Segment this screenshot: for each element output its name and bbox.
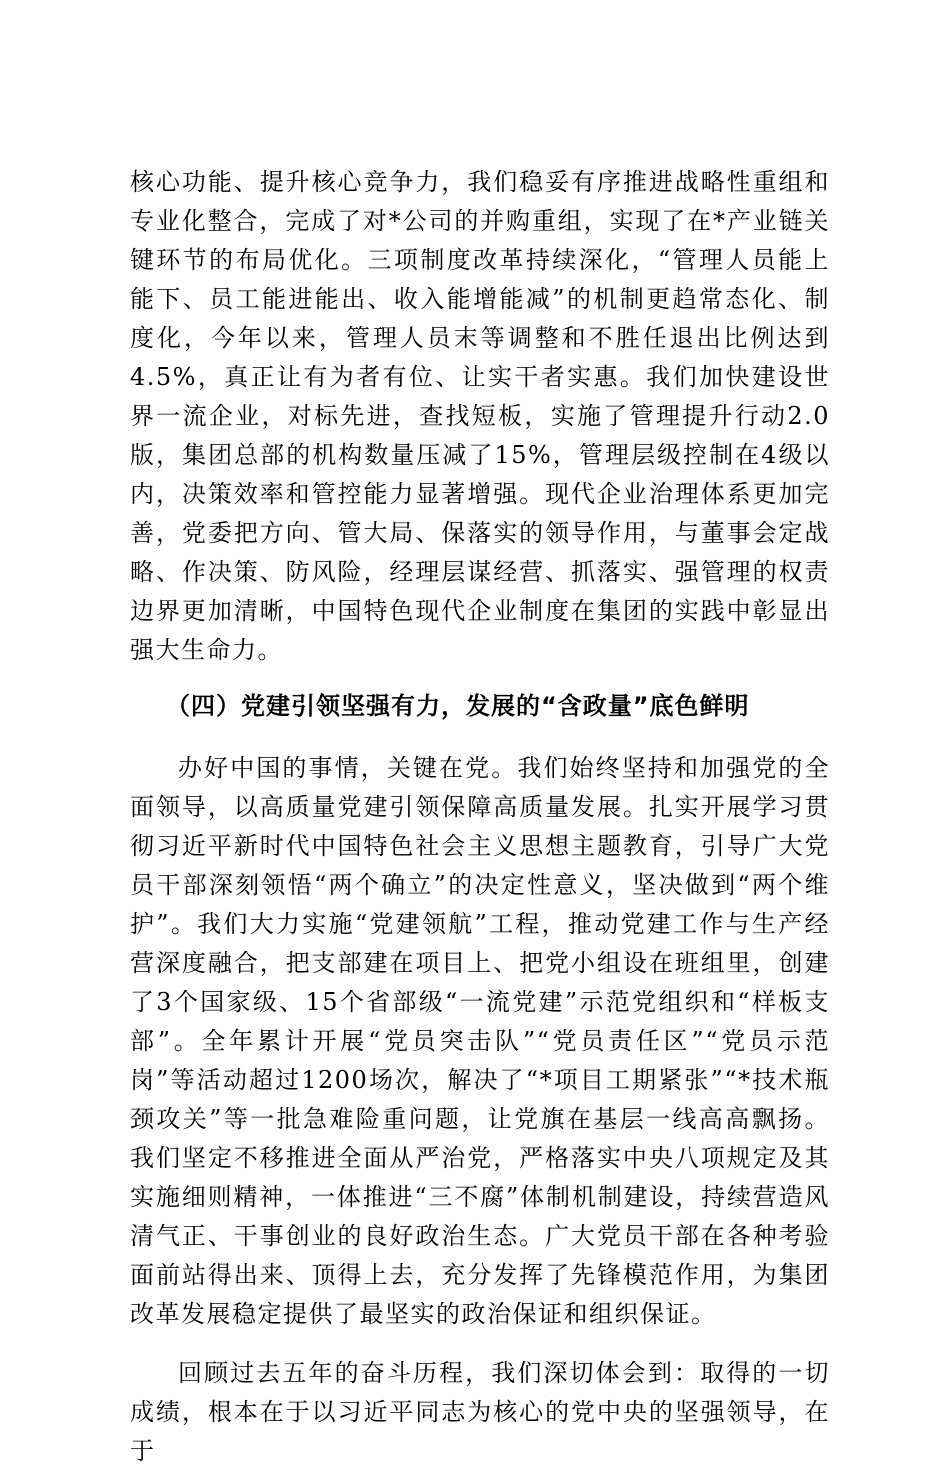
- paragraph-review: 回顾过去五年的奋斗历程，我们深切体会到：取得的一切成绩，根本在于以习近平同志为核心的党中央的坚强领导，在于: [130, 1359, 830, 1465]
- document-page: [130, 163, 830, 1471]
- section-heading-party-building: （四）党建引领坚强有力，发展的“含政量”底色鲜明: [166, 692, 750, 720]
- paragraph-reform: 核心功能、提升核心竞争力，我们稳妥有序推进战略性重组和专业化整合，完成了对*公司的并购重组，实现了在*产业链关键环节的布局优化。三项制度改革持续深化，“管理人员能上能下、员工能进能出、收入能增能减”的机制更趋常态化、制度化，今年以来，管理人员末等调整和不胜任退出比例达到4.5%，真正让有为者有位、让实干者实惠。我们加快建设世界一流企业，对标先进，查找短板，实施了管理提升行动2.0版，集团总部的机构数量压减了15%，管理层级控制在4级以内，决策效率和管控能力显著增强。现代企业治理体系更加完善，党委把方向、管大局、保落实的领导作用，与董事会定战略、作决策、防风险，经理层谋经营、抓落实、强管理的权责边界更加清晰，中国特色现代企业制度在集团的实践中彰显出强大生命力。: [130, 168, 830, 664]
- paragraph-party-leadership: 办好中国的事情，关键在党。我们始终坚持和加强党的全面领导，以高质量党建引领保障高质量发展。扎实开展学习贯彻习近平新时代中国特色社会主义思想主题教育，引导广大党员干部深刻领悟“两个确立”的决定性意义，坚决做到“两个维护”。我们大力实施“党建领航”工程，推动党建工作与生产经营深度融合，把支部建在项目上、把党小组设在班组里，创建了3个国家级、15个省部级“一流党建”示范党组织和“样板支部”。全年累计开展“党员突击队”“党员责任区”“党员示范岗”等活动超过1200场次，解决了“*项目工期紧张”“*技术瓶颈攻关”等一批急难险重问题，让党旗在基层一线高高飘扬。我们坚定不移推进全面从严治党，严格落实中央八项规定及其实施细则精神，一体推进“三不腐”体制机制建设，持续营造风清气正、干事创业的良好政治生态。广大党员干部在各种考验面前站得出来、顶得上去，充分发挥了先锋模范作用，为集团改革发展稳定提供了最坚实的政治保证和组织保证。: [130, 754, 830, 1328]
